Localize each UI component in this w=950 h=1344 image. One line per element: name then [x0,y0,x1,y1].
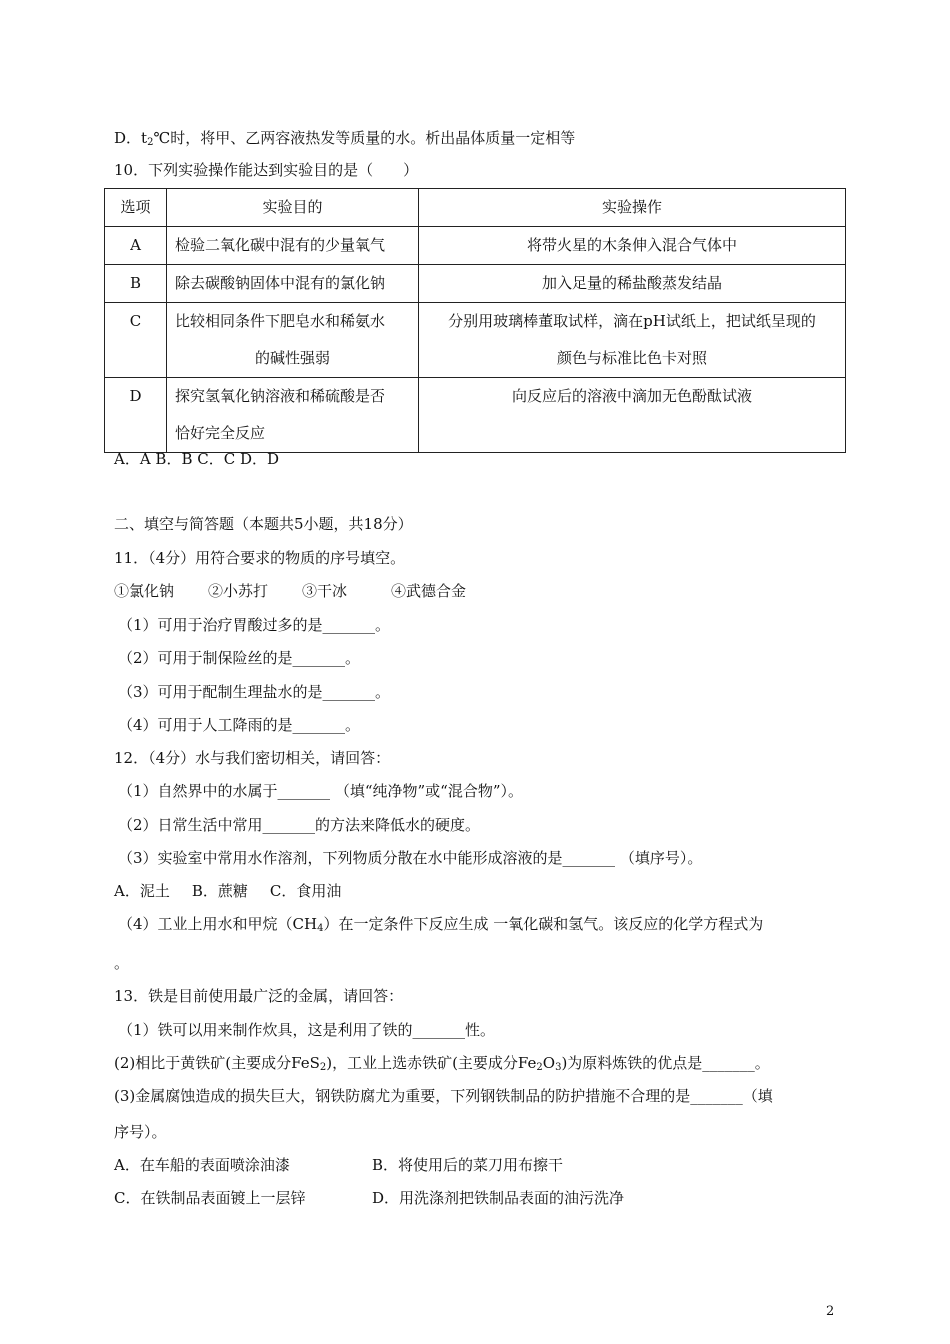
q11-option: ③干冰 [302,582,348,600]
q13-item-3-cont: 序号）。 [114,1123,167,1141]
operation-line: 分别用玻璃棒董取试样，滴在pH试纸上，把试纸呈现的 [448,312,816,330]
table-row [105,378,846,453]
row-purpose [167,303,419,378]
purpose-line: 的碱性强弱 [254,349,330,367]
q11-item-2: （2）可用于制保险丝的是_______。 [118,649,361,667]
row-option: C [105,303,167,378]
q13-stem: 13．铁是目前使用最广泛的金属，请回答： [114,987,404,1005]
row-operation: 将带火星的木条伸入混合气体中 [419,227,846,265]
q11-option: ②小苏打 [208,582,269,600]
q13-item-1: （1）铁可以用来制作炊具，这是利用了铁的_______性。 [118,1021,496,1039]
q9-option-d: D．$t_2℃$时，将甲、乙两容液热发等质量的水。析出晶体质量一定相等 [114,129,576,148]
purpose-line: 比较相同条件下肥皂水和稀氨水 [175,312,386,330]
table-row [105,227,846,265]
q12-option: B．蔗糖 [191,882,248,900]
header-operation: 实验操作 [419,189,846,227]
q11-item-3: （3）可用于配制生理盐水的是_______。 [118,683,391,701]
q13-item-2: (2)相比于黄铁矿(主要成分FeS$_2$)，工业上选赤铁矿(主要成分$Fe_2O_3$)为原料炼铁的优点是_______。 [114,1054,770,1073]
table-row [105,265,846,303]
section-title: 二、填空与简答题（本题共5小题，共18分） [114,515,413,533]
q13-option-c: C．在铁制品表面镀上一层锌 [114,1189,306,1207]
row-option: D [105,378,167,453]
row-option: B [105,265,167,303]
q13-item-3: (3)金属腐蚀造成的损失巨大，钢铁防腐尤为重要，下列钢铁制品的防护措施不合理的是_______（填 [114,1087,773,1105]
q12-item-4-end: 。 [114,954,130,972]
experiment-table [104,188,846,453]
q11-option: ①氯化钠 [114,582,175,600]
purpose-line: 恰好完全反应 [175,424,266,442]
q11-stem: 11．（4分）用符合要求的物质的序号填空。 [114,549,406,567]
row-operation [419,303,846,378]
q13-option-a: A．在车船的表面喷涂油漆 [114,1156,290,1174]
row-option: A [105,227,167,265]
row-operation: 向反应后的溶液中滴加无色酚酞试液 [419,378,846,453]
operation-line: 颜色与标准比色卡对照 [556,349,707,367]
row-purpose: 检验二氧化碳中混有的少量氧气 [167,227,419,265]
q12-option: A．泥土 [114,882,170,900]
q10-stem: 10．下列实验操作能达到实验目的是（ ） [114,161,419,179]
row-purpose [167,378,419,453]
q13-option-b: B．将使用后的菜刀用布擦干 [372,1156,564,1174]
q12-item-3: （3）实验室中常用水作溶剂，下列物质分散在水中能形成溶液的是_______ （填序号）。 [118,849,703,867]
header-option: 选项 [105,189,167,227]
q13-option-d: D．用洗涤剂把铁制品表面的油污洗净 [372,1189,625,1207]
q11-options [114,581,466,601]
purpose-line: 探究氢氧化钠溶液和稀硫酸是否 [175,387,386,405]
q12-option: C．食用油 [269,882,342,900]
q12-item-4: （4）工业上用水和甲烷$(CH_4)$在一定条件下反应生成 一氧化碳和氢气。该反应的化学方程式为 [118,915,764,934]
q11-item-4: （4）可用于人工降雨的是_______。 [118,716,361,734]
row-purpose: 除去碳酸钠固体中混有的氯化钠 [167,265,419,303]
q10-answer-options: A．A B．B C．C D．D [114,450,280,468]
header-purpose: 实验目的 [167,189,419,227]
q12-item-3-options [114,881,341,901]
q11-option: ④武德合金 [391,582,467,600]
q12-item-1: （1）自然界中的水属于_______ （填“纯净物”或“混合物”）。 [118,782,523,800]
q11-item-1: （1）可用于治疗胃酸过多的是_______。 [118,616,391,634]
table-header-row [105,189,846,227]
table-row [105,303,846,378]
page-number: 2 [826,1304,835,1319]
q12-stem: 12．（4分）水与我们密切相关，请回答： [114,749,391,767]
row-operation: 加入足量的稀盐酸蒸发结晶 [419,265,846,303]
q12-item-2: （2）日常生活中常用_______的方法来降低水的硬度。 [118,816,481,834]
